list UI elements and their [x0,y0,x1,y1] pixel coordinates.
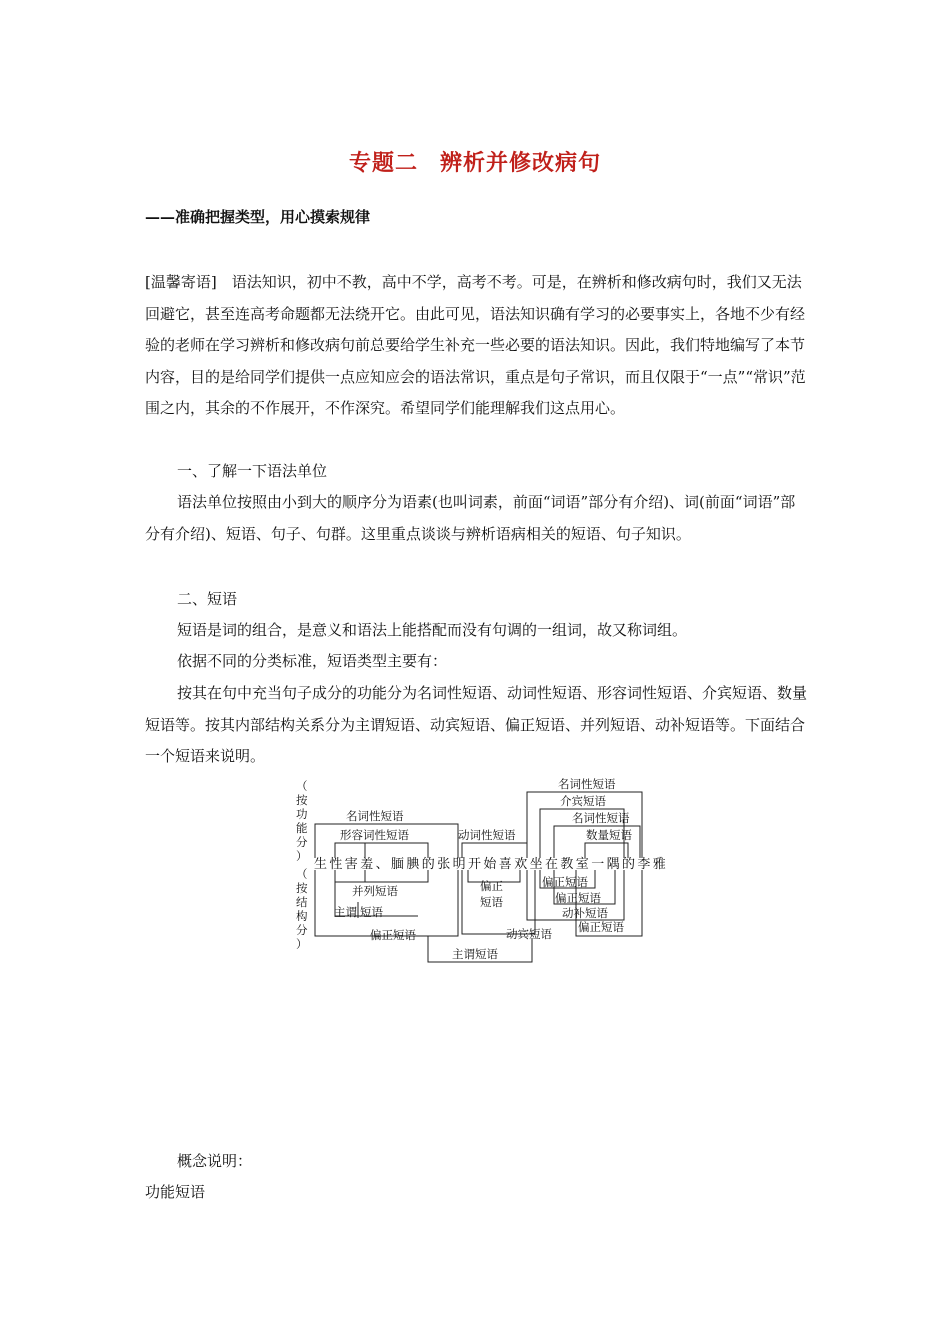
label-modifier-r2: 偏正短语 [555,891,601,905]
label-modifier-r3: 偏正短语 [578,920,624,934]
sentence-char: 腼 [391,857,405,872]
label-noun-phrase-top: 名词性短语 [558,777,616,791]
side-label-char: 功 [296,807,308,821]
sentence-char: 性 [329,857,343,872]
label-prep-phrase: 介宾短语 [560,794,606,808]
sentence-char: 生 [314,857,328,872]
label-verb-object: 动宾短语 [506,927,552,941]
label-modifier-mid-b: 短语 [480,895,503,909]
sentence-char: 室 [575,857,589,872]
label-quantity: 数量短语 [586,828,632,842]
label-modifier-left: 偏正短语 [370,928,416,942]
sentence-char: 明 [452,857,466,872]
side-label-char: 分 [296,923,308,937]
side-label-char: ） [296,937,308,951]
side-label-char: 构 [296,909,308,923]
label-verb-complement: 动补短语 [562,906,608,920]
side-label-char: 按 [296,881,308,895]
sentence-char: 的 [622,857,636,872]
section2-heading: 二、短语 [177,590,238,608]
side-label-char: ） [296,849,308,863]
intro-paragraph: [温馨寄语] 语法知识，初中不教，高中不学，高考不考。可是，在辨析和修改病句时，我们又无法回避它，甚至连高考命题都无法绕开它。由此可见，语法知识确有学习的必要事实上，各地不少有经验的老师在学习辨析和修改病句前总要给学生补充一些必要的语法知识。因此，我们特地编写了本节内容，目的是给同学们提供一点应知应会的语法常识，重点是句子常识，而且仅限于“一点”“常识”范围之内，其余的不作展开，不作深究。希望同学们能理解我们这点用心。 [145,273,806,417]
title-part2: 辨析并修改病句 [440,150,602,176]
sentence-char: 害 [344,857,358,872]
sentence-char: 始 [483,857,497,872]
side-label-structure [296,867,308,951]
sentence-char: 、 [375,857,389,872]
section1-heading: 一、了解一下语法单位 [177,462,328,480]
side-label-char: （ [296,867,308,881]
sentence-char: 腆 [406,857,420,872]
side-label-char: 结 [296,895,308,909]
label-verb-phrase: 动词性短语 [458,828,516,842]
sentence-char: 欢 [514,857,528,872]
label-noun-phrase-left: 名词性短语 [346,809,404,823]
section2-paragraph-2: 依据不同的分类标准，短语类型主要有： [177,652,448,670]
side-label-char: 能 [296,821,308,835]
side-label-char: 按 [296,793,308,807]
sentence-char: 羞 [360,857,374,872]
sentence-char: 的 [421,857,435,872]
phrase-structure-diagram [290,776,670,968]
sentence-char: 开 [468,857,482,872]
sentence-char: 在 [545,857,559,872]
title-part1: 专题二 [348,150,418,176]
sentence-char: 张 [437,857,451,872]
label-adj-phrase: 形容词性短语 [340,828,409,842]
concept-heading: 概念说明： [177,1152,253,1170]
label-coordinate: 并列短语 [352,884,398,898]
side-label-char: 分 [296,835,308,849]
sentence-char: 坐 [529,857,543,872]
side-label-function [296,779,308,863]
bracket-verb-phrase [462,843,527,858]
label-noun-phrase-inner: 名词性短语 [572,811,630,825]
bracket-quantity [585,843,628,858]
label-subj-pred-main: 主谓短语 [452,947,498,961]
bracket-adj-phrase [335,843,428,858]
label-subj-pred-b: 短语 [360,905,383,919]
sentence-char: 隅 [606,857,620,872]
section2-paragraph-3: 按其在句中充当句子成分的功能分为名词性短语、动词性短语、形容词性短语、介宾短语、数量短语等。按其内部结构关系分为主谓短语、动宾短语、偏正短语、并列短语、动补短语等。下面结合一个短语来说明。 [145,684,808,765]
sentence-char: 喜 [498,857,512,872]
sentence-char: 教 [560,857,574,872]
page-title [0,146,950,177]
functional-heading: 功能短语 [145,1183,206,1201]
sentence-char: 雅 [652,857,666,872]
sentence-char: 一 [591,857,605,872]
section1-body: 语法单位按照由小到大的顺序分为语素(也叫词素，前面“词语”部分有介绍)、词(前面“词语”部分有介绍)、短语、句子、句群。这里重点谈谈与辨析语病相关的短语、句子知识。 [145,493,796,543]
label-modifier-mid-a: 偏正 [480,879,503,893]
section2-paragraph-1: 短语是词的组合，是意义和语法上能搭配而没有句调的一组词，故又称词组。 [177,621,688,639]
subtitle: ——准确把握类型，用心摸索规律 [145,208,371,226]
bracket-modifier-left [315,870,458,936]
sentence-char: 李 [637,857,651,872]
label-modifier-r1: 偏正短语 [542,875,588,889]
label-subj-pred-a: 主谓 [334,905,357,919]
example-sentence [314,856,666,872]
side-label-char: （ [296,779,308,793]
